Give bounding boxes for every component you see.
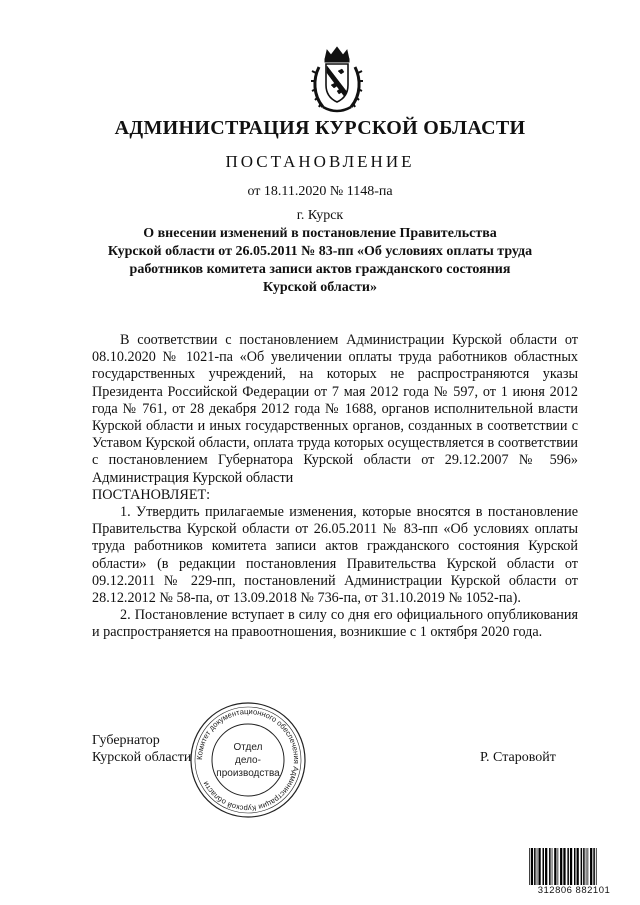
intro-paragraph [92, 332, 578, 487]
coat-of-arms-icon [309, 45, 365, 115]
stamp-center-line: дело- [235, 755, 261, 766]
signatory-title-line1: Губернатор [92, 733, 160, 748]
barcode-bar [574, 848, 576, 886]
barcode-bar [560, 848, 562, 886]
document-date-number: от 18.11.2020 № 1148-па [247, 184, 393, 199]
barcode-bar [558, 848, 559, 886]
barcode-bar [538, 848, 540, 886]
barcode-bar [570, 848, 572, 886]
barcode-bar [586, 848, 587, 886]
barcode-bar [545, 848, 547, 886]
barcode-bar [581, 848, 583, 886]
document-city: г. Курск [296, 208, 344, 223]
barcode-bar [583, 848, 585, 886]
official-stamp [188, 700, 308, 820]
organization-title: АДМИНИСТРАЦИЯ КУРСКОЙ ОБЛАСТИ [114, 117, 526, 139]
signatory-title-line2: Курской области [92, 750, 192, 765]
barcode-bar [596, 848, 597, 886]
barcode-bar [588, 848, 589, 886]
subject-line: Курской области» [263, 280, 377, 295]
barcode-bar [593, 848, 595, 886]
document-body [92, 332, 578, 642]
subject-line: Курской области от 26.05.2011 № 83-пп «Об условиях оплаты труда [107, 244, 533, 259]
barcode-bar [537, 848, 538, 886]
barcode-bar [549, 848, 551, 886]
barcode-bar [577, 848, 579, 886]
stamp-center-line: производства [216, 768, 280, 779]
item-1-paragraph: 1. Утвердить прилагаемые изменения, которые вносятся в постановление Правительства Курской области от 26.05.2011 № 83-пп «Об условиях оплаты труда работников комитета записи актов гражданского состояния Курской области» (в редакции постановления Правительства Курской области от 09.12.2011 № 229-пп, постановлений Администрации Курской области от 28.12.2012 № 58-па, от 13.09.2018 № 736-па, от 31.10.2019 № 1052-па). [92, 504, 578, 607]
barcode-bar [529, 848, 530, 886]
barcode-bar [531, 848, 533, 886]
barcode-bar [534, 848, 536, 886]
resolves-heading: ПОСТАНОВЛЯЕТ: [92, 486, 211, 503]
item-2-paragraph: 2. Постановление вступает в силу со дня его официального опубликования и распространяется на правоотношения, возникшие с 1 октября 2020 года. [92, 607, 578, 641]
subject-line: работников комитета записи актов гражданского состояния [129, 262, 511, 277]
intro-text: В соответствии с постановлением Администрации Курской области от 08.10.2020 № 1021-па «Об увеличении оплаты труда работников областных государственных учреждений, на которых не распространяются указы Президента Российской Федерации от 7 мая 2012 года № 597, от 1 июня 2012 года № 761, от 28 декабря 2012 года № 1688, органов исполнительной власти Курской области и иных государственных органов, созданных в соответствии с Уставом Курской области, оплата труда которых осуществляется в соответствии с постановлением Губернатора Курской области от 29.12.2007 № 596» Администрация Курской области [92, 332, 578, 486]
barcode-bar [543, 848, 545, 886]
signatory-title [92, 732, 191, 766]
stamp-ring-text: Комитет документационного обеспечения Администрации Курской области [194, 706, 302, 814]
barcode-bar [590, 848, 592, 886]
document-subject [0, 225, 640, 297]
signatory-name: Р. Старовойт [480, 750, 556, 765]
barcode-number: 312806 882101 [528, 885, 620, 896]
barcode-bar [567, 848, 569, 886]
subject-line: О внесении изменений в постановление Правительства [143, 226, 497, 241]
barcode-bar [552, 848, 553, 886]
document-type: ПОСТАНОВЛЕНИЕ [225, 152, 415, 171]
barcode-bar [554, 848, 556, 886]
barcode-bar [563, 848, 565, 886]
stamp-center-line: Отдел [233, 742, 263, 753]
